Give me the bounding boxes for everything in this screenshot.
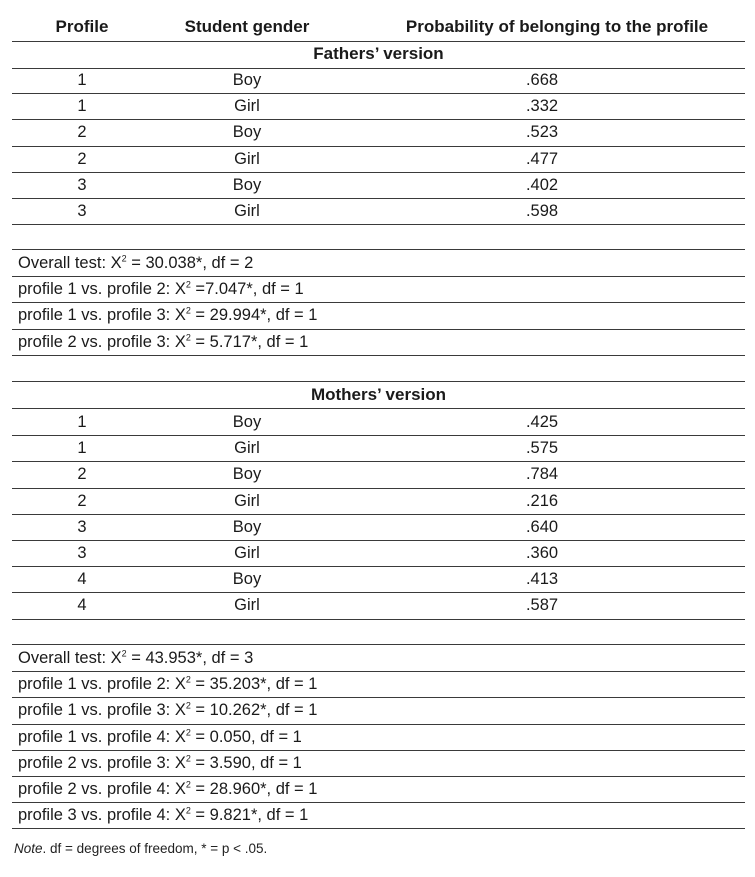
test-result: = 10.262*, df = 1 [190,701,318,720]
row-probability: .598 [525,202,559,220]
row-probability: .402 [525,175,559,194]
test-label: profile 3 vs. profile 4: X [18,806,186,825]
test-line [18,302,317,328]
fathers-section-title: Fathers’ version [313,44,444,63]
row-gender: Boy [232,570,262,589]
test-label: profile 1 vs. profile 3: X [18,306,186,325]
row-probability: .477 [525,149,559,168]
test-result: = 29.994*, df = 1 [190,306,318,325]
row-profile: 2 [77,465,87,484]
row-probability: .216 [525,491,559,510]
test-line [18,802,308,828]
row-probability: .523 [525,123,559,142]
row-gender: Girl [234,596,260,615]
test-line [18,250,253,276]
row-gender: Boy [232,517,262,536]
row-gender: Boy [232,175,262,194]
row-probability: .360 [525,544,559,562]
test-line [18,645,253,671]
row-probability: .413 [525,570,559,589]
row-profile: 1 [77,413,87,431]
row-gender: Girl [234,149,260,168]
table-note [14,841,267,856]
test-result: =7.047*, df = 1 [190,280,304,299]
chi-square-superscript: 2 [185,805,191,816]
row-gender: Girl [234,544,260,562]
test-result: = 5.717*, df = 1 [190,332,309,351]
row-profile: 3 [77,202,87,220]
row-gender: Boy [232,413,262,431]
test-result: = 43.953*, df = 3 [126,649,254,667]
test-label: profile 1 vs. profile 2: X [18,280,186,299]
chi-square-superscript: 2 [185,700,191,711]
test-line [18,671,317,697]
chi-square-superscript: 2 [121,648,127,659]
test-label: profile 1 vs. profile 3: X [18,701,186,720]
row-divider [12,619,745,620]
header-probability: Probability of belonging to the profile [405,17,709,36]
note-label: Note [14,841,43,856]
row-gender: Boy [232,123,262,142]
row-profile: 2 [77,149,87,168]
row-profile: 2 [77,491,87,510]
chi-square-superscript: 2 [121,253,127,264]
row-gender: Girl [234,202,260,220]
row-profile: 4 [77,570,87,589]
row-gender: Girl [234,491,260,510]
row-probability: .425 [525,413,559,431]
chi-square-superscript: 2 [185,332,191,343]
row-profile: 1 [77,71,87,89]
row-profile: 3 [77,175,87,194]
chi-square-superscript: 2 [185,305,191,316]
test-result: = 0.050, df = 1 [190,727,302,746]
mothers-section-title: Mothers’ version [310,385,447,404]
test-label: profile 2 vs. profile 3: X [18,753,186,772]
test-line [18,697,317,723]
row-probability: .332 [525,97,559,116]
row-probability: .640 [525,517,559,536]
test-line [18,750,302,776]
row-gender: Boy [232,71,262,89]
test-result: = 30.038*, df = 2 [126,254,254,272]
test-line [18,724,302,750]
chi-square-superscript: 2 [185,753,191,764]
row-gender: Girl [234,97,260,116]
test-result: = 9.821*, df = 1 [190,806,309,825]
test-result: = 28.960*, df = 1 [190,780,318,798]
test-line [18,776,317,802]
row-probability: .784 [525,465,559,484]
chi-square-superscript: 2 [185,674,191,685]
row-profile: 2 [77,123,87,142]
test-divider [12,355,745,356]
test-label: profile 2 vs. profile 4: X [18,780,186,798]
test-label: profile 1 vs. profile 2: X [18,675,186,694]
row-profile: 1 [77,97,87,116]
note-text: . df = degrees of freedom, * = p < .05. [42,841,268,856]
test-line [18,276,304,302]
row-profile: 4 [77,596,87,615]
test-line [18,329,308,355]
test-result: = 35.203*, df = 1 [190,675,318,694]
chi-square-superscript: 2 [185,279,191,290]
row-divider [12,224,745,225]
test-label: profile 1 vs. profile 4: X [18,727,186,746]
row-probability: .668 [525,71,559,89]
test-label: Overall test: X [18,254,122,272]
row-gender: Girl [234,439,260,458]
row-profile: 3 [77,544,87,562]
test-label: profile 2 vs. profile 3: X [18,332,186,351]
row-probability: .587 [525,596,559,615]
header-profile: Profile [55,17,109,36]
chi-square-superscript: 2 [185,727,191,738]
chi-square-superscript: 2 [185,779,191,790]
test-label: Overall test: X [18,649,122,667]
row-gender: Boy [232,465,262,484]
test-result: = 3.590, df = 1 [190,753,302,772]
test-divider [12,828,745,829]
header-student-gender: Student gender [184,17,310,36]
row-probability: .575 [525,439,559,458]
row-profile: 3 [77,517,87,536]
row-profile: 1 [77,439,87,458]
